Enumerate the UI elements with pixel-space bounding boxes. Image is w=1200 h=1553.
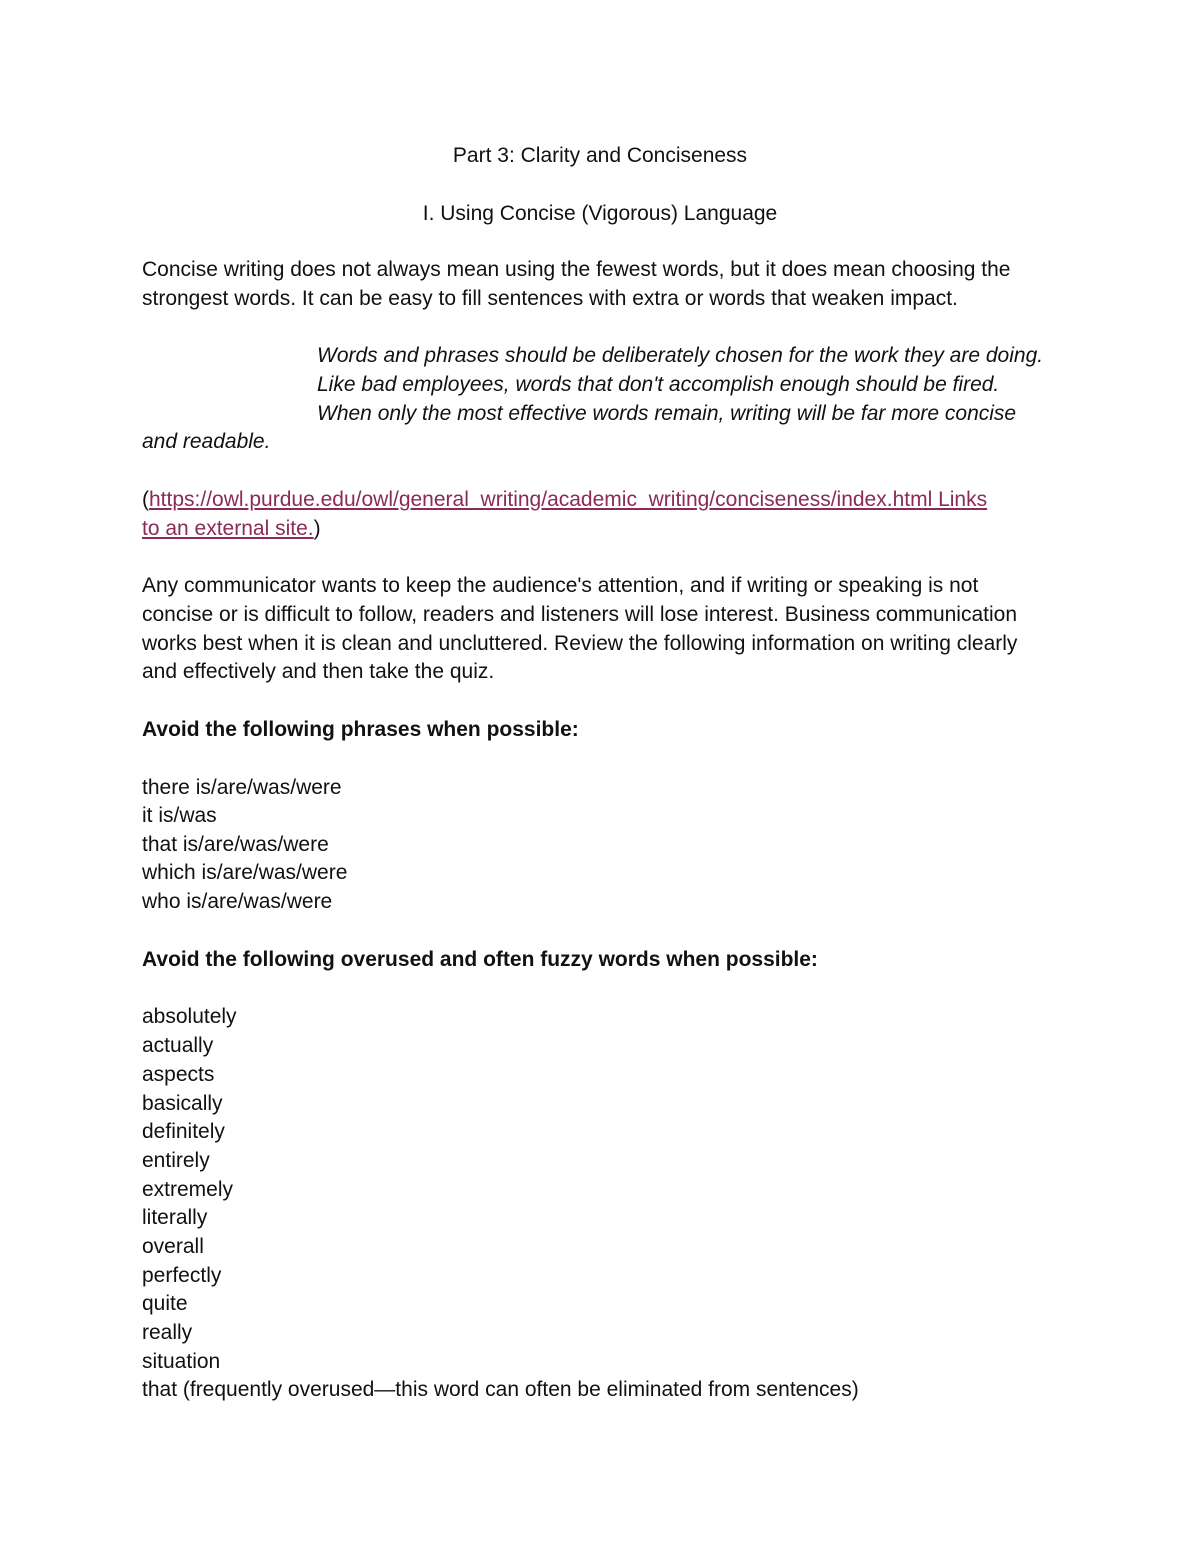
list-item: overall xyxy=(142,1235,204,1258)
words-heading: Avoid the following overused and often fuzzy words when possible: xyxy=(142,948,818,971)
body-paragraph-line: concise or is difficult to follow, readers and listeners will lose interest. Business communication xyxy=(142,603,1018,626)
list-item: situation xyxy=(142,1350,221,1373)
source-citation-continued xyxy=(142,515,321,543)
list-item: basically xyxy=(142,1092,223,1115)
block-quote-line: Words and phrases should be deliberately chosen for the work they are doing. xyxy=(317,344,1044,367)
body-paragraph-line: Any communicator wants to keep the audience's attention, and if writing or speaking is not xyxy=(142,574,979,597)
body-paragraph-line: and effectively and then take the quiz. xyxy=(142,660,495,683)
source-link[interactable]: https://owl.purdue.edu/owl/general_writing/academic_writing/conciseness/index.html Links xyxy=(149,488,988,511)
source-close-paren: ) xyxy=(313,517,321,540)
body-paragraph-line: works best when it is clean and uncluttered. Review the following information on writing clearly xyxy=(142,632,1018,655)
list-item: absolutely xyxy=(142,1005,237,1028)
list-item: there is/are/was/were xyxy=(142,776,342,799)
list-item: that is/are/was/were xyxy=(142,833,329,856)
list-item: really xyxy=(142,1321,193,1344)
list-item: entirely xyxy=(142,1149,210,1172)
list-item: extremely xyxy=(142,1178,234,1201)
block-quote-line: and readable. xyxy=(142,430,271,453)
list-item: quite xyxy=(142,1292,188,1315)
list-item: which is/are/was/were xyxy=(142,861,348,884)
list-item: definitely xyxy=(142,1120,225,1143)
intro-paragraph-line: Concise writing does not always mean using the fewest words, but it does mean choosing the xyxy=(142,258,1011,281)
source-link-continued[interactable]: to an external site. xyxy=(142,517,314,540)
list-item: it is/was xyxy=(142,804,217,827)
list-item: literally xyxy=(142,1206,208,1229)
section-heading: I. Using Concise (Vigorous) Language xyxy=(422,202,778,225)
list-item: aspects xyxy=(142,1063,215,1086)
block-quote-line: When only the most effective words remain, writing will be far more concise xyxy=(317,402,1017,425)
source-open-paren: ( xyxy=(142,488,149,511)
intro-paragraph-line: strongest words. It can be easy to fill sentences with extra or words that weaken impact. xyxy=(142,287,958,310)
list-item: actually xyxy=(142,1034,214,1057)
phrases-heading: Avoid the following phrases when possible: xyxy=(142,718,579,741)
list-item: that (frequently overused—this word can often be eliminated from sentences) xyxy=(142,1378,859,1401)
page-title: Part 3: Clarity and Conciseness xyxy=(452,144,748,167)
list-item: perfectly xyxy=(142,1264,222,1287)
block-quote-line: Like bad employees, words that don't accomplish enough should be fired. xyxy=(317,373,1000,396)
list-item: who is/are/was/were xyxy=(142,890,333,913)
source-citation xyxy=(142,486,987,514)
